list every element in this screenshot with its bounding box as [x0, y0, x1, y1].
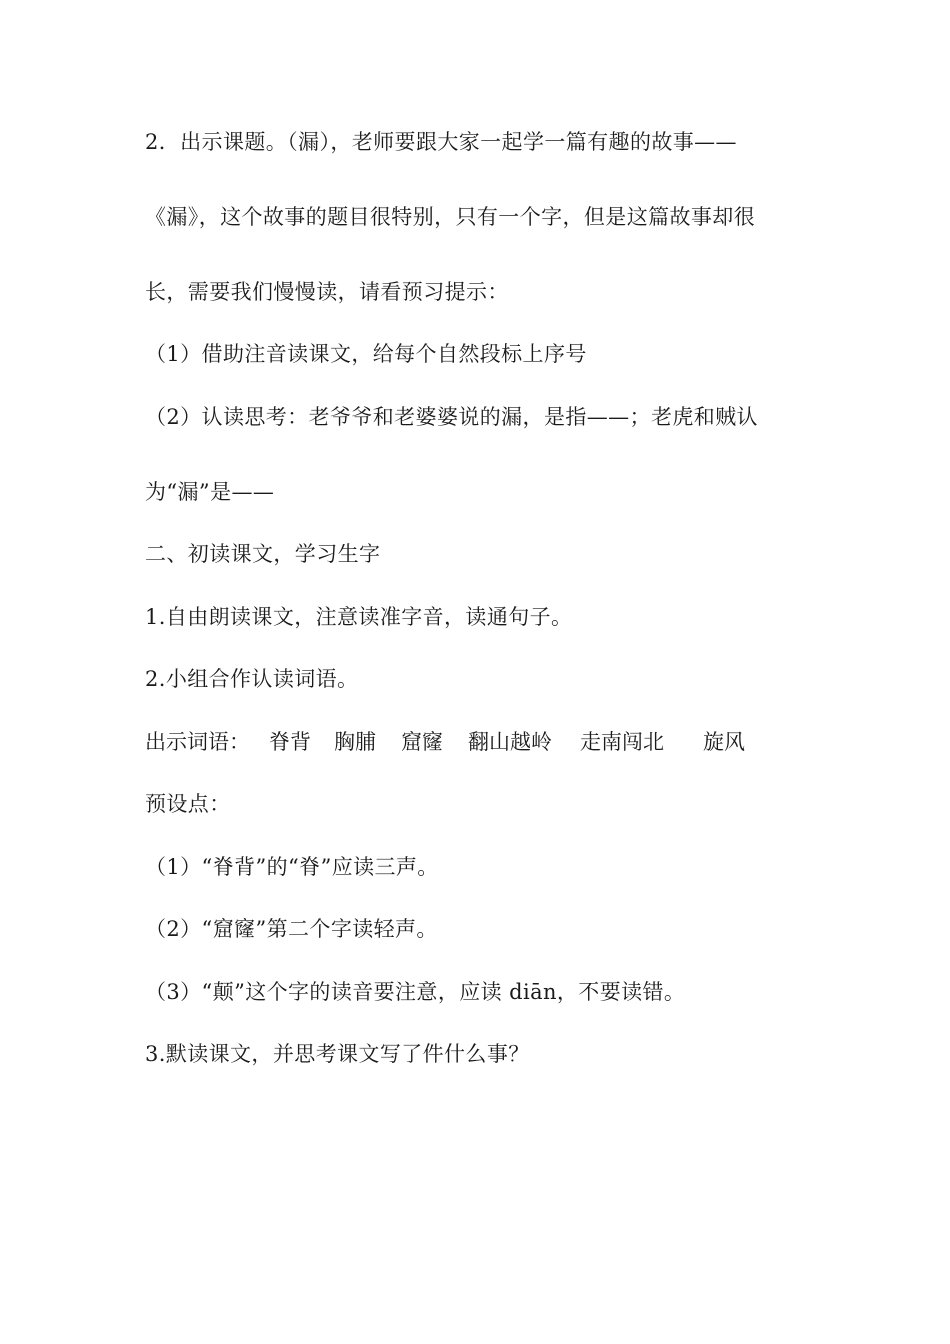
paragraph-line-3: 长，需要我们慢慢读，请看预习提示：	[145, 280, 509, 304]
vocabulary-word: 窟窿	[401, 730, 443, 754]
paragraph-line-2: 《漏》，这个故事的题目很特别，只有一个字，但是这篇故事却很	[145, 205, 756, 229]
step-3: 3.默读课文，并思考课文写了件什么事？	[145, 1042, 530, 1066]
step-1: 1.自由朗读课文，注意读准字音，读通句子。	[145, 605, 573, 629]
section-heading: 二、初读课文，学习生字	[145, 542, 381, 566]
preset-points-heading: 预设点：	[145, 792, 231, 816]
preset-point-1: （1）“脊背”的“脊”应读三声。	[145, 855, 439, 879]
vocabulary-label: 出示词语：	[145, 730, 250, 754]
vocabulary-word: 走南闯北	[580, 730, 664, 754]
preset-point-2: （2）“窟窿”第二个字读轻声。	[145, 917, 438, 941]
hint-item-2-continued: 为“漏”是——	[145, 480, 275, 504]
vocabulary-word: 脊背	[269, 730, 311, 754]
preset-point-3: （3）“颠”这个字的读音要注意，应读 diān，不要读错。	[145, 980, 686, 1004]
hint-item-2: （2）认读思考：老爷爷和老婆婆说的漏，是指——；老虎和贼认	[145, 405, 758, 429]
paragraph-line-1: 2．出示课题。（漏），老师要跟大家一起学一篇有趣的故事——	[145, 130, 737, 154]
vocabulary-word: 旋风	[703, 730, 745, 754]
hint-item-1: （1）借助注音读课文，给每个自然段标上序号	[145, 342, 587, 366]
vocabulary-word: 翻山越岭	[468, 730, 552, 754]
step-2: 2.小组合作认读词语。	[145, 667, 359, 691]
vocabulary-word: 胸脯	[334, 730, 376, 754]
